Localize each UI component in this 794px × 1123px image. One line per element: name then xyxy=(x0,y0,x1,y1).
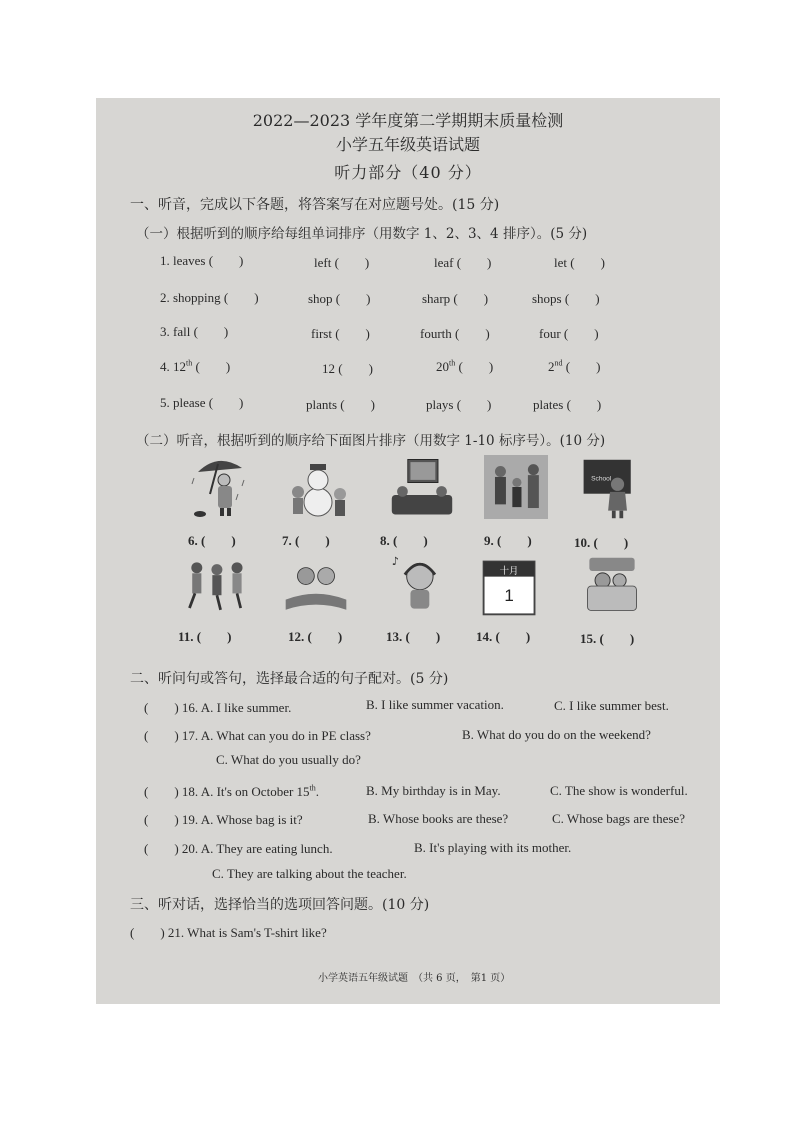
exam-title-line1: 2022—2023 学年度第二学期期末质量检测 xyxy=(252,111,564,130)
picture-label-6: 6. ( ) xyxy=(188,533,236,548)
picture-label-10: 10. ( ) xyxy=(574,535,629,550)
page-footer: 小学英语五年级试题 （共 6 页， 第1 页） xyxy=(318,973,511,984)
q3-word-a: 3. fall ( ) xyxy=(160,324,229,339)
q19-option-b: B. Whose books are these? xyxy=(368,811,509,826)
teacher-blackboard-picture xyxy=(578,456,642,522)
calendar-month: 十月 xyxy=(499,565,519,577)
picture-label-9: 9. ( ) xyxy=(484,533,532,548)
q3-word-b: first ( ) xyxy=(311,326,370,341)
q1-word-d: let ( ) xyxy=(554,255,605,270)
q18-option-a: ( ) 18. A. It's on October 15th. xyxy=(144,783,320,799)
sleeping-in-bed-picture xyxy=(580,554,644,620)
family-walking-picture xyxy=(484,454,548,520)
q3-word-d: four ( ) xyxy=(539,326,599,341)
snowman-picture xyxy=(288,456,352,522)
picture-label-13: 13. ( ) xyxy=(386,629,441,644)
q17-option-b: B. What do you do on the weekend? xyxy=(462,727,651,742)
q5-word-b: plants ( ) xyxy=(306,397,375,412)
q16-option-a: ( ) 16. A. I like summer. xyxy=(144,700,292,715)
q17-option-a: ( ) 17. A. What can you do in PE class? xyxy=(144,728,371,743)
q20-option-c: C. They are talking about the teacher. xyxy=(212,866,407,881)
q2-word-c: sharp ( ) xyxy=(422,291,489,306)
q5-word-c: plays ( ) xyxy=(426,397,492,412)
exam-page xyxy=(96,98,720,1004)
board-word: School xyxy=(591,475,612,483)
q1-word-b: left ( ) xyxy=(314,255,370,270)
q1-word-c: leaf ( ) xyxy=(434,255,492,270)
q16-option-c: C. I like summer best. xyxy=(554,698,669,713)
picture-label-11: 11. ( ) xyxy=(178,629,232,644)
part2-heading: （二）听音，根据听到的顺序给下面图片排序（用数字 1-10 标序号）。(10 分) xyxy=(136,433,606,449)
children-reading-picture xyxy=(284,554,348,620)
q21-question: ( ) 21. What is Sam's T-shirt like? xyxy=(130,925,327,940)
q3-word-c: fourth ( ) xyxy=(420,326,490,341)
q4-word-b: 12 ( ) xyxy=(322,361,373,376)
picture-label-14: 14. ( ) xyxy=(476,629,531,644)
girl-listening-music-picture xyxy=(386,552,450,618)
children-jumping-picture xyxy=(184,554,248,620)
q4-word-d: 2nd ( ) xyxy=(548,358,601,374)
picture-label-12: 12. ( ) xyxy=(288,629,343,644)
q2-word-b: shop ( ) xyxy=(308,291,371,306)
q4-word-a: 4. 12th ( ) xyxy=(160,358,231,374)
q20-option-a: ( ) 20. A. They are eating lunch. xyxy=(144,841,333,856)
svg-text:♪: ♪ xyxy=(391,555,399,569)
q1-word-a: 1. leaves ( ) xyxy=(160,253,244,268)
exam-title-line2: 小学五年级英语试题 xyxy=(335,135,480,154)
q4-word-c: 20th ( ) xyxy=(436,358,494,374)
q17-option-c: C. What do you usually do? xyxy=(216,752,361,767)
calendar-picture xyxy=(478,554,542,620)
q5-word-a: 5. please ( ) xyxy=(160,395,244,410)
q19-option-a: ( ) 19. A. Whose bag is it? xyxy=(144,812,303,827)
q16-option-b: B. I like summer vacation. xyxy=(366,697,504,712)
rainy-umbrella-picture xyxy=(188,454,252,520)
watching-tv-picture xyxy=(390,454,454,520)
q2-word-a: 2. shopping ( ) xyxy=(160,290,259,305)
q2-word-d: shops ( ) xyxy=(532,291,600,306)
picture-label-15: 15. ( ) xyxy=(580,631,635,646)
q20-option-b: B. It's playing with its mother. xyxy=(414,840,572,855)
calendar-day: 1 xyxy=(504,586,514,606)
picture-label-8: 8. ( ) xyxy=(380,533,428,548)
section3-heading: 三、听对话，选择恰当的选项回答问题。(10 分) xyxy=(130,897,430,913)
part1-heading: （一）根据听到的顺序给每组单词排序（用数字 1、2、3、4 排序）。(5 分) xyxy=(136,226,588,242)
q5-word-d: plates ( ) xyxy=(533,397,602,412)
q19-option-c: C. Whose bags are these? xyxy=(552,811,685,826)
q18-option-b: B. My birthday is in May. xyxy=(366,783,501,798)
q18-option-c: C. The show is wonderful. xyxy=(550,783,688,798)
section1-heading: 一、听音，完成以下各题，将答案写在对应题号处。(15 分) xyxy=(130,197,500,213)
exam-title-line3: 听力部分（40 分） xyxy=(334,163,482,182)
section2-heading: 二、听问句或答句，选择最合适的句子配对。(5 分) xyxy=(130,671,449,687)
picture-label-7: 7. ( ) xyxy=(282,533,330,548)
